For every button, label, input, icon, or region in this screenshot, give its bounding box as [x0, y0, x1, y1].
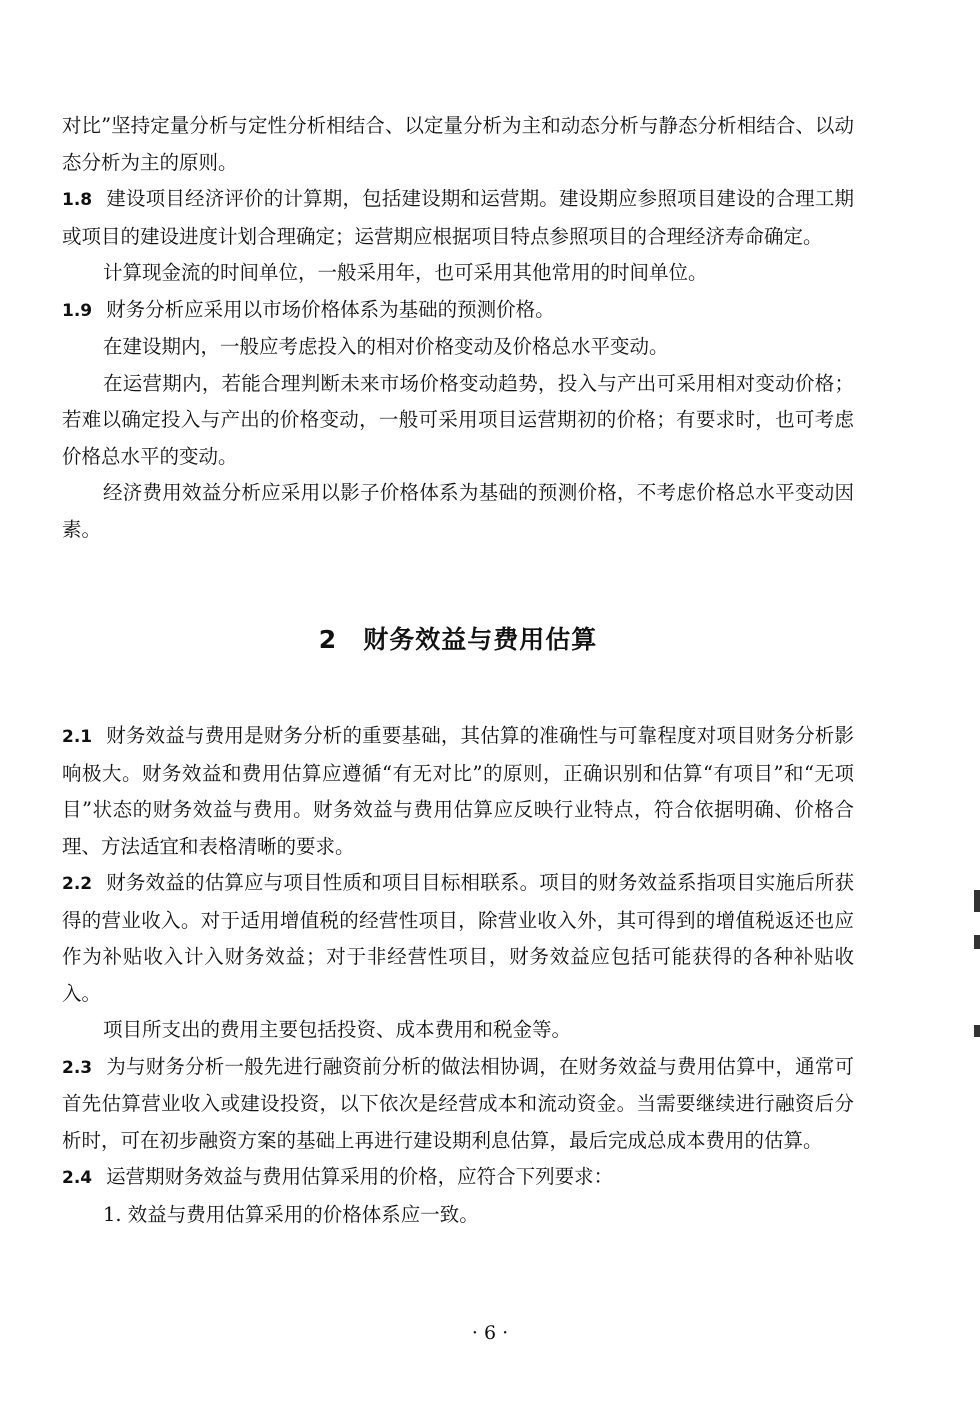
- paragraph-text: 建设项目经济评价的计算期，包括建设期和运营期。建设期应参照项目建设的合理工期或项目的建设进度计划合理确定；运营期应根据项目特点参照项目的合理经济寿命确定。: [62, 187, 854, 248]
- section-number: 2: [318, 625, 338, 654]
- paragraph-text: 在建设期内，一般应考虑投入的相对价格变动及价格总水平变动。: [103, 335, 669, 358]
- paragraph-text: 项目所支出的费用主要包括投资、成本费用和税金等。: [103, 1018, 572, 1041]
- body-paragraph: [62, 1197, 854, 1234]
- document-page: [62, 108, 854, 1233]
- paragraph-text: 财务效益与费用是财务分析的重要基础，其估算的准确性与可靠程度对项目财务分析影响极大。财务效益和费用估算应遵循“有无对比”的原则，正确识别和估算“有项目”和“无项目”状态的财务效益与费用。财务效益与费用估算应反映行业特点，符合依据明确、价格合理、方法适宜和表格清晰的要求。: [62, 724, 854, 858]
- paragraph-text: 1. 效益与费用估算采用的价格体系应一致。: [103, 1202, 479, 1226]
- clause-number: 2.2: [62, 874, 93, 894]
- paragraph-text: 在运营期内，若能合理判断未来市场价格变动趋势，投入与产出可采用相对变动价格；若难以确定投入与产出的价格变动，一般可采用项目运营期初的价格；有要求时，也可考虑价格总水平的变动。: [62, 371, 854, 468]
- body-paragraph: [62, 255, 854, 292]
- paragraph-text: 财务分析应采用以市场价格体系为基础的预测价格。: [106, 297, 555, 321]
- paragraph-text: 为与财务分析一般先进行融资前分析的做法相协调，在财务效益与费用估算中，通常可首先估算营业收入或建设投资，以下依次是经营成本和流动资金。当需要继续进行融资后分析时，可在初步融资方案的基础上再进行建设期利息估算，最后完成总成本费用的估算。: [62, 1054, 854, 1152]
- numbered-clause: [62, 181, 854, 255]
- clause-number: 2.1: [62, 727, 93, 747]
- numbered-clause: [62, 292, 854, 330]
- section-title: 财务效益与费用估算: [363, 625, 598, 654]
- body-paragraph: [62, 366, 854, 476]
- paragraph-text: 运营期财务效益与费用估算采用的价格，应符合下列要求：: [106, 1165, 614, 1188]
- numbered-clause: [62, 1159, 854, 1197]
- paragraph-text: 计算现金流的时间单位，一般采用年，也可采用其他常用的时间单位。: [103, 261, 708, 284]
- paragraph-text: 经济费用效益分析应采用以影子价格体系为基础的预测价格，不考虑价格总水平变动因素。: [62, 481, 854, 541]
- clause-number: 2.4: [62, 1168, 93, 1188]
- clause-number: 1.8: [62, 190, 93, 210]
- text-block-top: [62, 108, 854, 548]
- paragraph-text: 对比”坚持定量分析与定性分析相结合、以定量分析为主和动态分析与静态分析相结合、以动态分析为主的原则。: [62, 114, 854, 174]
- clause-number: 1.9: [62, 300, 93, 321]
- paragraph-text: 财务效益的估算应与项目性质和项目目标相联系。项目的财务效益系指项目实施后所获得的营业收入。对于适用增值税的经营性项目，除营业收入外，其可得到的增值税返还也应作为补贴收入计入财务效益；对于非经营性项目，财务效益应包括可能获得的各种补贴收入。: [62, 871, 854, 1005]
- page-number: · 6 ·: [471, 1322, 509, 1344]
- body-paragraph: [62, 329, 854, 366]
- numbered-clause: [62, 718, 854, 865]
- clause-number: 2.3: [62, 1057, 93, 1078]
- scan-edge-mark: [974, 935, 980, 949]
- numbered-clause: [62, 1049, 854, 1160]
- scan-edge-mark: [974, 890, 980, 912]
- section-heading: [62, 620, 854, 660]
- text-block-bottom: [62, 718, 854, 1233]
- body-paragraph: [62, 475, 854, 548]
- body-paragraph: [62, 108, 854, 181]
- body-paragraph: [62, 1012, 854, 1049]
- scan-edge-mark: [974, 1025, 980, 1037]
- numbered-clause: [62, 865, 854, 1012]
